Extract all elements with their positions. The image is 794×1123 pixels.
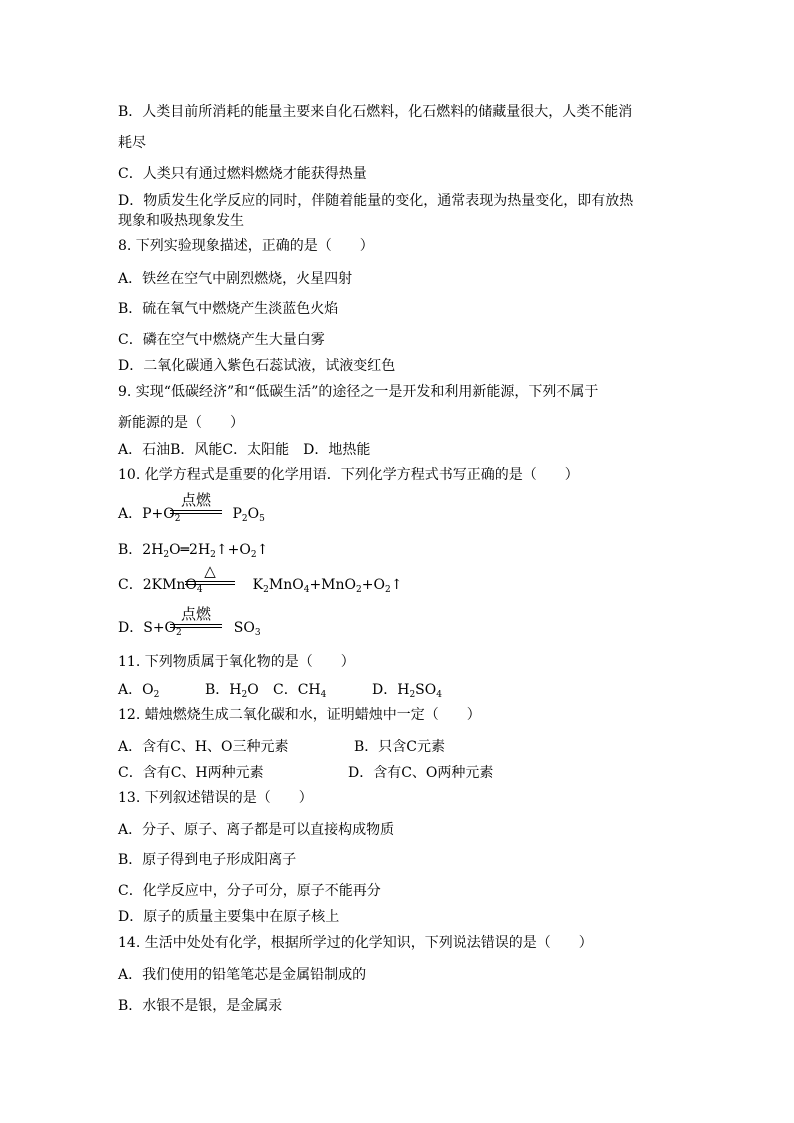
q7-option-b-line1: B．人类目前所消耗的能量主要来自化石燃料，化石燃料的储藏量很大，人类不能消 [118, 104, 633, 120]
q8-option-d: D．二氧化碳通入紫色石蕊试液，试液变红色 [118, 358, 396, 374]
q7-option-b-line2: 耗尽 [118, 135, 146, 151]
q7-option-d-line1: D．物质发生化学反应的同时，伴随着能量的变化，通常表现为热量变化，即有放热 [118, 193, 634, 209]
q11-options: A．$O_2$ B．$H_2O$ C．$CH_4$ D．$H_2SO_4$ [118, 682, 442, 700]
q14-option-b: B．水银不是银，是金属汞 [118, 998, 283, 1014]
q9-stem-line1: 9. 实现“低碳经济”和“低碳生活”的途径之一是开发和利用新能源，下列不属于 [118, 384, 599, 400]
q10-c-equal-sign [185, 581, 235, 585]
q7-option-d-line2: 现象和吸热现象发生 [118, 213, 244, 229]
q12-option-c: C．含有C、H两种元素 [118, 765, 264, 781]
q10-option-c: C．2KMnO$_4$ $K_2MnO_4+MnO_2+O_2↑$ [118, 577, 403, 595]
q11-stem: 11. 下列物质属于氧化物的是（ ） [118, 654, 355, 670]
q12-option-a: A．含有C、H、O三种元素 [118, 739, 289, 755]
q10-stem: 10. 化学方程式是重要的化学用语．下列化学方程式书写正确的是（ ） [118, 467, 579, 483]
q8-stem: 8. 下列实验现象描述，正确的是（ ） [118, 238, 374, 254]
q13-stem: 13. 下列叙述错误的是（ ） [118, 790, 313, 806]
q7-option-c: C．人类只有通过燃料燃烧才能获得热量 [118, 166, 367, 182]
q10-a-equal-sign [170, 510, 222, 514]
q8-option-b: B．硫在氧气中燃烧产生淡蓝色火焰 [118, 301, 339, 317]
q9-stem-line2: 新能源的是（ ） [118, 415, 244, 431]
q12-option-d: D．含有C、O两种元素 [348, 765, 494, 781]
q14-option-a: A．我们使用的铅笔笔芯是金属铅制成的 [118, 967, 367, 983]
q8-option-c: C．磷在空气中燃烧产生大量白雾 [118, 332, 325, 348]
q9-options: A．石油B．风能C．太阳能 D．地热能 [118, 442, 371, 458]
q10-option-a: A．$P+O_2$ $P_2O_5$ [118, 506, 265, 524]
q12-stem: 12. 蜡烛燃烧生成二氧化碳和水，证明蜡烛中一定（ ） [118, 707, 481, 723]
q13-option-c: C．化学反应中，分子可分，原子不能再分 [118, 883, 381, 899]
q14-stem: 14. 生活中处处有化学，根据所学过的化学知识，下列说法错误的是（ ） [118, 935, 593, 951]
q10-d-equal-sign [170, 624, 222, 628]
q10-option-d: D．$S+O_2$ $SO_3$ [118, 620, 261, 638]
q12-options-row1 [118, 738, 445, 756]
q8-option-a: A．铁丝在空气中剧烈燃烧，火星四射 [118, 271, 353, 287]
q12-options-row2 [118, 764, 493, 782]
q13-option-b: B．原子得到电子形成阳离子 [118, 852, 297, 868]
q10-a-condition: 点燃 [180, 491, 211, 509]
q12-option-b: B．只含C元素 [354, 739, 445, 755]
q10-c-condition: △ [204, 562, 216, 580]
q13-option-d: D．原子的质量主要集中在原子核上 [118, 909, 340, 925]
q13-option-a: A．分子、原子、离子都是可以直接构成物质 [118, 822, 395, 838]
q10-option-b: B．$2H_2O═2H_2↑+O_2↑$ [118, 542, 269, 560]
q10-d-condition: 点燃 [180, 605, 211, 623]
